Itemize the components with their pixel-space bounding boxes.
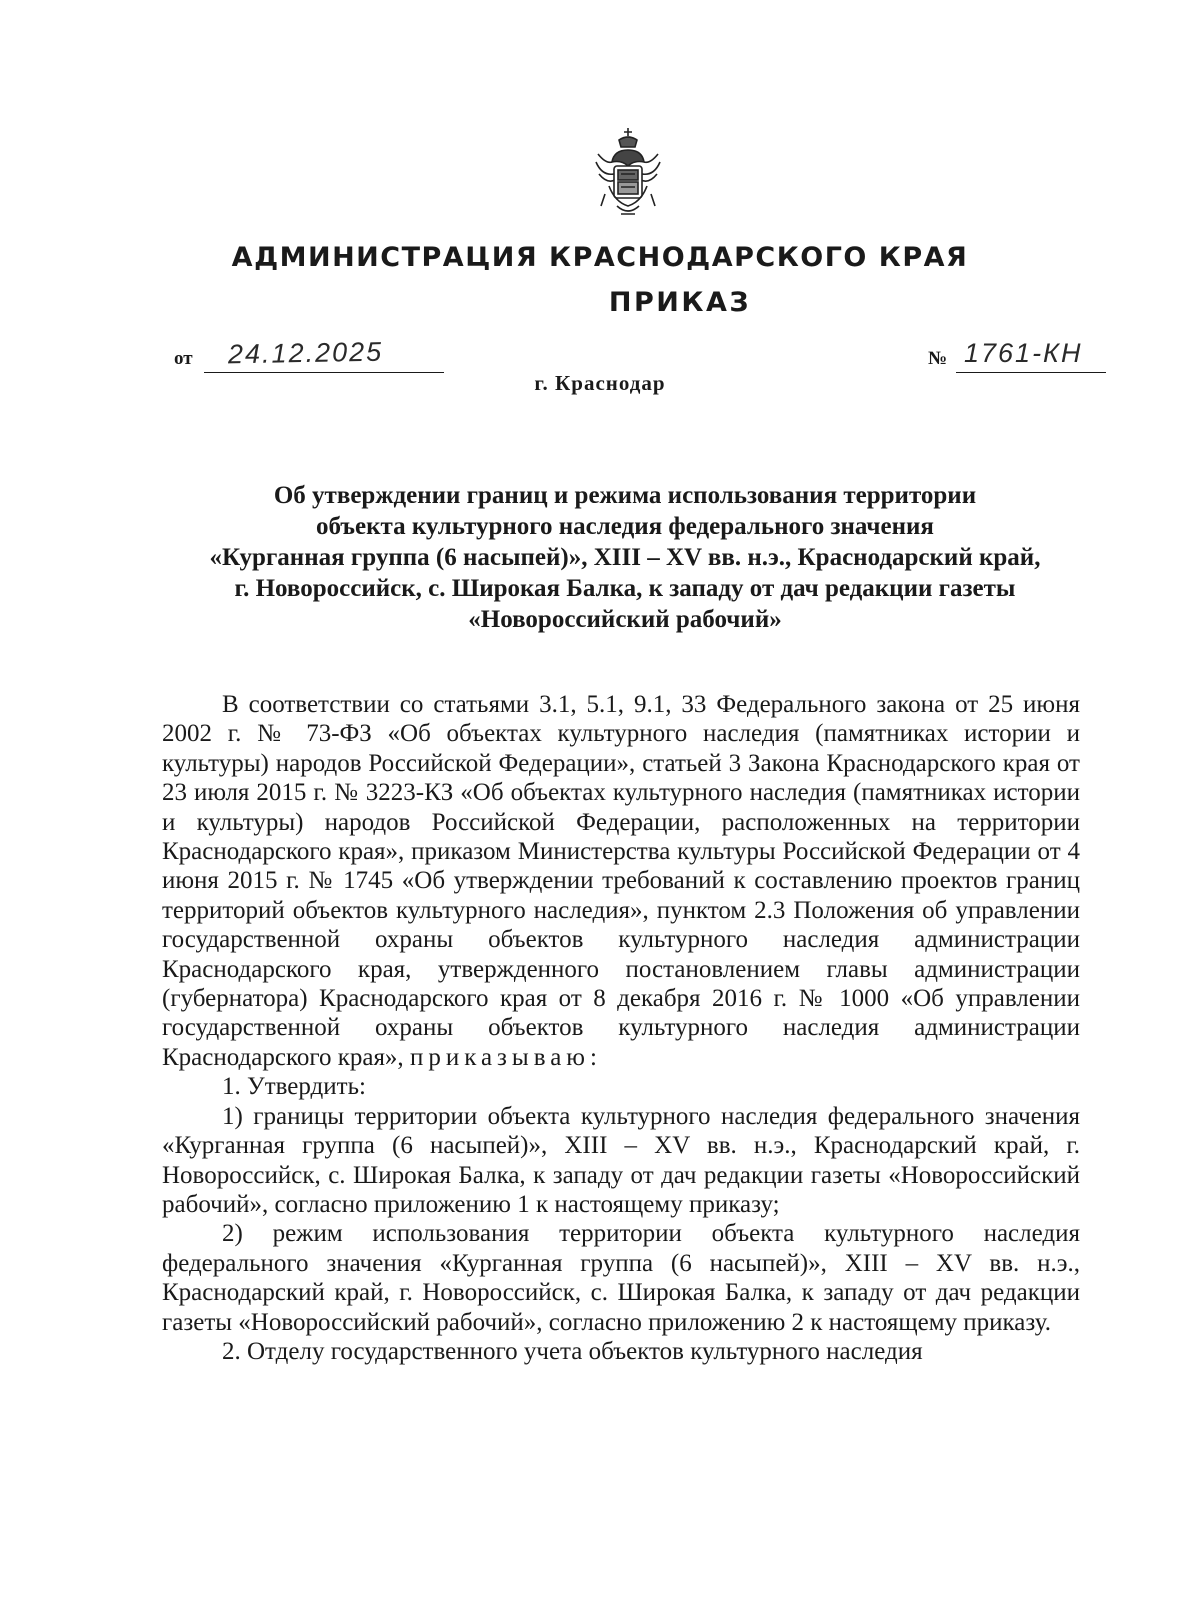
item-2: 2. Отделу государственного учета объектов культурного наследия — [222, 1337, 923, 1365]
handwritten-date: 24.12.2025 — [227, 336, 384, 370]
item-1-2: 2) режим использования территории объекта культурного наследия федерального значения «Курганная группа (6 насыпей)», XIII – XV вв. н.э., Краснодарский край, г. Новороссийск, с. Широкая Балка, к западу от дач редакции газеты «Новороссийский рабочий», согласно приложению 2 к настоящему приказу. — [162, 1220, 1080, 1336]
document-heading — [130, 480, 1120, 635]
heading-line: г. Новороссийск, с. Широкая Балка, к западу от дач редакции газеты — [234, 575, 1016, 602]
handwritten-number: 1761-КН — [964, 338, 1083, 368]
number-prefix: № — [928, 348, 948, 369]
item-1: 1. Утвердить: — [222, 1073, 366, 1101]
organization-title: АДМИНИСТРАЦИЯ КРАСНОДАРСКОГО КРАЯ — [231, 242, 969, 273]
heading-line: «Новороссийский рабочий» — [468, 606, 782, 633]
heading-line: «Курганная группа (6 насыпей)», XIII – XV вв. н.э., Краснодарский край, — [209, 544, 1041, 571]
preamble-paragraph — [162, 690, 1080, 1072]
coat-of-arms-emblem — [595, 128, 661, 220]
heading-line: объекта культурного наследия федерального значения — [316, 513, 934, 540]
preamble-text: В соответствии со статьями 3.1, 5.1, 9.1, 33 Федерального закона от 25 июня 2002 г. № 73-ФЗ «Об объектах культурного наследия (памятниках истории и культуры) народов Российской Федерации», статьей 3 Закона Краснодарского края от 23 июля 2015 г. № 3223-КЗ «Об объектах культурного наследия (памятниках истории и культуры) народов Российской Федерации, расположенных на территории Краснодарского края», приказом Министерства культуры Российской Федерации от 4 июня 2015 г. № 1745 «Об утверждении требований к составлению проектов границ территорий объектов культурного наследия», пунктом 2.3 Положения об управлении государственной охраны объектов культурного наследия администрации Краснодарского края, утвержденного постановлением главы администрации (губернатора) Краснодарского края от 8 декабря 2016 г. № 1000 «Об управлении государственной охраны объектов культурного наследия администрации Краснодарского края», — [162, 691, 1080, 1071]
heading-line: Об утверждении границ и режима использования территории — [273, 482, 977, 509]
item-1-1: 1) границы территории объекта культурного наследия федерального значения «Курганная группа (6 насыпей)», XIII – XV вв. н.э., Краснодарский край, г. Новороссийск, с. Широкая Балка, к западу от дач редакции газеты «Новороссийский рабочий», согласно приложению 1 к настоящему приказу; — [162, 1102, 1080, 1218]
order-word: приказываю: — [409, 1043, 602, 1071]
document-body — [162, 690, 1080, 1366]
city-line: г. Краснодар — [534, 371, 666, 395]
date-prefix: от — [174, 348, 193, 369]
document-type: ПРИКАЗ — [608, 287, 752, 318]
